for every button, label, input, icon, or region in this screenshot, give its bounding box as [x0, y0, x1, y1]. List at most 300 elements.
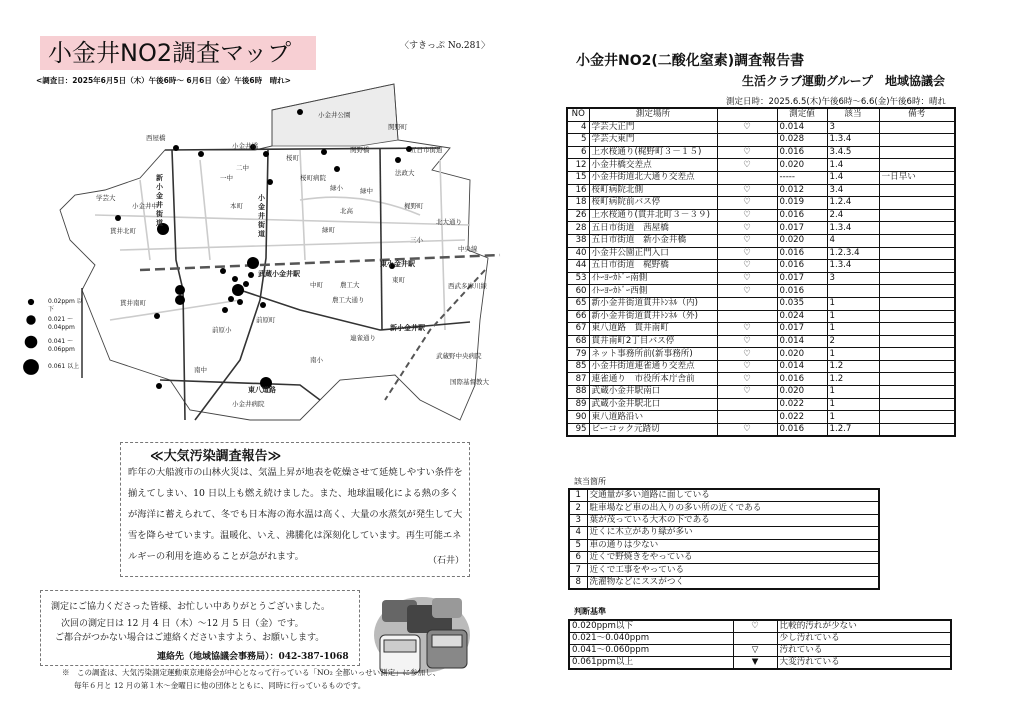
measured-value: 0.017: [777, 272, 827, 285]
map-label: 貫井南町: [120, 299, 146, 307]
location: 小金井橋交差点: [589, 159, 717, 172]
contact-phone: 連絡先（地域協議会事務局）：042-387-1068: [157, 652, 349, 662]
rating-mark: ♡: [717, 121, 777, 134]
location: 東八道路 貫井南町: [589, 323, 717, 336]
map-label-char: 道: [258, 230, 265, 238]
map-label: 小金井橋: [232, 142, 258, 150]
location: 桜町病院前バス停: [589, 197, 717, 210]
rating-mark: [717, 398, 777, 411]
thanks-line: 測定にご協力くださった皆様、お忙しい中ありがとうございました。: [51, 602, 331, 612]
table-row: [567, 348, 955, 361]
footnote: [62, 666, 440, 692]
results-table: [566, 107, 956, 437]
map-label: 東小金井駅: [380, 260, 415, 268]
legend-label: 0.041 ～ 0.06ppm: [48, 338, 75, 353]
report-title: 小金井NO2(二酸化窒素)調査報告書: [576, 53, 805, 69]
applicable-criteria: [827, 285, 879, 298]
measured-value: 0.017: [777, 222, 827, 235]
table-row: [567, 423, 955, 436]
footnote-line-1: ※ この調査は、大気汚染測定運動東京連絡会が中心となって行っている「NO₂ 全都いっせい測定」に参加し、: [62, 668, 441, 677]
measured-value: 0.016: [777, 146, 827, 159]
table-row: [567, 310, 955, 323]
criteria-text: 交通量が多い道路に面している: [587, 489, 879, 502]
rating-mark: ▽: [733, 645, 777, 657]
table-row: [567, 121, 955, 134]
rating-mark: [717, 297, 777, 310]
map-label: 連雀通り: [350, 334, 376, 342]
remarks: [879, 386, 955, 399]
row-no: 12: [567, 159, 589, 172]
measurement-dot: [297, 109, 303, 115]
applicable-criteria: 4: [827, 234, 879, 247]
measurement-dot: [156, 383, 162, 389]
remarks: [879, 360, 955, 373]
map-label: 桜町: [286, 154, 299, 162]
rating-mark: ♡: [717, 272, 777, 285]
map-label: 北高: [340, 207, 353, 215]
criteria-no: 7: [569, 564, 587, 576]
table-row: [567, 323, 955, 336]
criteria-no: 2: [569, 502, 587, 514]
rating-mark: ♡: [717, 209, 777, 222]
survey-map: [0, 0, 512, 440]
map-label: 緑中: [360, 187, 373, 195]
ppm-range: 0.020ppm以下: [569, 620, 733, 633]
measured-value: 0.020: [777, 234, 827, 247]
measurement-dot: [115, 215, 121, 221]
row-no: 60: [567, 285, 589, 298]
applicable-criteria: 3: [827, 121, 879, 134]
table-row: [567, 159, 955, 172]
measurement-dot: [248, 272, 254, 278]
map-label-char: 井: [258, 212, 265, 220]
map-label: 三小: [410, 236, 423, 244]
map-title: 小金井NO2調査マップ: [40, 36, 316, 70]
survey-date: <調査日：2025年6月5日（木）午後6時～ 6月6日（金）午後6時 晴れ>: [36, 76, 291, 85]
row-no: 26: [567, 209, 589, 222]
rating-mark: ♡: [717, 197, 777, 210]
measured-value: 0.016: [777, 285, 827, 298]
table-row: [567, 234, 955, 247]
applicable-criteria: 1: [827, 323, 879, 336]
remarks: [879, 184, 955, 197]
map-label: 小金井中: [132, 202, 158, 210]
applicable-criteria: 1.2.7: [827, 423, 879, 436]
remarks: [879, 159, 955, 172]
criteria-row: [569, 514, 879, 526]
map-label: 武蔵野中央病院: [436, 352, 482, 360]
applicable-criteria: 1.2.4: [827, 197, 879, 210]
table-row: [567, 285, 955, 298]
location: 新小金井街道貫井ﾄﾝﾈﾙ（内): [589, 297, 717, 310]
report-heading: ≪大気汚染調査報告≫: [150, 449, 282, 464]
judgement-row: [569, 657, 951, 670]
rating-mark: [717, 310, 777, 323]
table-row: [567, 171, 955, 184]
measured-value: 0.022: [777, 411, 827, 424]
map-label: 学芸大: [96, 194, 116, 202]
table-row: [567, 260, 955, 273]
location: 新小金井街道貫井ﾄﾝﾈﾙ（外): [589, 310, 717, 323]
rating-mark: ♡: [717, 335, 777, 348]
footnote-line-2: 毎年６月と 12 月の第１木～金曜日に他の団体とともに、同時に行っているものです。: [74, 681, 366, 690]
location: 五日市街道 新小金井橋: [589, 234, 717, 247]
measurement-dot: [267, 179, 273, 185]
measured-value: 0.014: [777, 335, 827, 348]
judgement-table: [568, 619, 952, 670]
criteria-table: [568, 488, 880, 590]
location: 上水桜通り(貫井北町３－３９): [589, 209, 717, 222]
organization: 生活クラブ運動グループ 地域協議会: [742, 74, 946, 88]
map-label-char: 街: [156, 210, 163, 218]
remarks: [879, 234, 955, 247]
map-label-char: 金: [156, 192, 163, 200]
column-header: 測定場所: [589, 108, 717, 121]
applicable-criteria: 1: [827, 348, 879, 361]
judgement-row: [569, 620, 951, 633]
measurement-dot: [228, 296, 234, 302]
table-row: [567, 146, 955, 159]
measured-value: 0.016: [777, 423, 827, 436]
location: 小金井公園正門入口: [589, 247, 717, 260]
measured-value: 0.022: [777, 398, 827, 411]
applicable-criteria: 1.3.4: [827, 134, 879, 147]
applicable-criteria: 1.4: [827, 171, 879, 184]
row-no: 87: [567, 373, 589, 386]
map-label: 中央線: [458, 245, 478, 253]
thanks-box: [40, 590, 360, 666]
remarks: [879, 209, 955, 222]
row-no: 68: [567, 335, 589, 348]
rating-mark: ♡: [717, 373, 777, 386]
row-no: 15: [567, 171, 589, 184]
map-label: 北大通り: [436, 218, 462, 226]
criteria-row: [569, 551, 879, 563]
map-label: 中町: [310, 281, 323, 289]
column-header: [717, 108, 777, 121]
report-author: （石井）: [427, 556, 464, 566]
remarks: [879, 335, 955, 348]
measured-value: 0.016: [777, 247, 827, 260]
table-row: [567, 184, 955, 197]
remarks: [879, 398, 955, 411]
column-header: 該当: [827, 108, 879, 121]
measurement-dot: [247, 257, 259, 269]
applicable-criteria: 3.4: [827, 184, 879, 197]
rating-mark: [717, 411, 777, 424]
map-label: 農工大通り: [332, 296, 365, 304]
applicable-criteria: 2.4: [827, 209, 879, 222]
remarks: [879, 197, 955, 210]
measurement-dot: [175, 285, 185, 295]
rating-mark: ♡: [717, 386, 777, 399]
map-label: 法政大: [395, 169, 415, 177]
remarks: [879, 247, 955, 260]
map-label: 西屋橋: [146, 134, 166, 142]
legend-dot-icon: [28, 299, 34, 305]
applicable-criteria: 1: [827, 310, 879, 323]
location: 武蔵小金井駅南口: [589, 386, 717, 399]
row-no: 6: [567, 146, 589, 159]
map-label: 農工大: [340, 281, 360, 289]
map-label: 国際基督教大: [450, 378, 489, 386]
remarks: [879, 272, 955, 285]
criteria-row: [569, 489, 879, 502]
legend-label: 0.02ppm 以下: [48, 298, 83, 313]
location: 五日市街道 茜屋橋: [589, 222, 717, 235]
location: 学芸大正門: [589, 121, 717, 134]
rating-mark: ♡: [717, 247, 777, 260]
contact-request-line: ご都合がつかない場合はご連絡くださいますよう、お願いします。: [55, 633, 325, 643]
rating-mark: ▼: [733, 657, 777, 670]
legend-dot-icon: [23, 359, 39, 375]
map-label: 二中: [236, 164, 249, 172]
measured-value: 0.016: [777, 209, 827, 222]
measurement-dot: [395, 157, 401, 163]
measured-value: 0.012: [777, 184, 827, 197]
remarks: [879, 373, 955, 386]
map-label: 本町: [230, 202, 243, 210]
measurement-dot: [232, 276, 238, 282]
judgement-row: [569, 633, 951, 645]
row-no: 79: [567, 348, 589, 361]
row-no: 18: [567, 197, 589, 210]
chuo-line-railway: [140, 255, 500, 270]
measurement-dot: [263, 151, 269, 157]
table-row: [567, 297, 955, 310]
measurement-dot: [175, 295, 185, 305]
measured-value: 0.020: [777, 159, 827, 172]
remarks: [879, 285, 955, 298]
map-label: 貫井北町: [110, 227, 136, 235]
criteria-no: 4: [569, 527, 587, 539]
location: 連雀通り 市役所本庁舎前: [589, 373, 717, 386]
map-label: 関野橋: [350, 146, 370, 154]
measurement-dot: [232, 284, 244, 296]
applicable-criteria: 1.2.3.4: [827, 247, 879, 260]
applicable-criteria: 3: [827, 272, 879, 285]
measured-value: 0.017: [777, 323, 827, 336]
rating-mark: ♡: [717, 285, 777, 298]
criteria-text: 近くに木立があり緑が多い: [587, 527, 879, 539]
row-no: 66: [567, 310, 589, 323]
remarks: [879, 222, 955, 235]
table-row: [567, 222, 955, 235]
location: ｲﾄｰﾖｰｶﾄﾞｰ南側: [589, 272, 717, 285]
measured-value: 0.016: [777, 260, 827, 273]
row-no: 88: [567, 386, 589, 399]
map-legend-dots: [23, 299, 39, 375]
applicable-criteria: 1: [827, 297, 879, 310]
rating-description: 大変汚れている: [777, 657, 951, 670]
table-row: [567, 197, 955, 210]
location: ビーコック元踏切: [589, 423, 717, 436]
map-label: 南小: [310, 356, 323, 364]
location: 学芸大東門: [589, 134, 717, 147]
row-no: 90: [567, 411, 589, 424]
measured-value: 0.028: [777, 134, 827, 147]
criteria-row: [569, 527, 879, 539]
judgement-label: 判断基準: [574, 607, 606, 616]
row-no: 5: [567, 134, 589, 147]
row-no: 89: [567, 398, 589, 411]
map-label-char: 小: [258, 194, 265, 202]
remarks: [879, 297, 955, 310]
table-row: [567, 373, 955, 386]
next-date-line: 次回の測定日は 12 月 4 日（木）～12 月 5 日（金）です。: [61, 619, 304, 629]
applicable-criteria: 1.2: [827, 360, 879, 373]
rating-mark: ♡: [717, 146, 777, 159]
map-label: 一中: [220, 174, 233, 182]
rating-mark: ♡: [717, 184, 777, 197]
criteria-row: [569, 539, 879, 551]
measurement-dot: [173, 145, 179, 151]
column-header: 備考: [879, 108, 955, 121]
rating-mark: [717, 134, 777, 147]
applicable-criteria: 2: [827, 335, 879, 348]
location: 武蔵小金井駅北口: [589, 398, 717, 411]
applicable-criteria: 1.4: [827, 159, 879, 172]
measured-value: 0.014: [777, 121, 827, 134]
rating-mark: ♡: [733, 620, 777, 633]
table-row: [567, 134, 955, 147]
map-label: 五日市街道: [410, 146, 443, 154]
remarks: [879, 260, 955, 273]
location: 貫井南町2丁目バス停: [589, 335, 717, 348]
map-label-char: 新: [156, 174, 163, 182]
criteria-label: 該当箇所: [574, 477, 606, 486]
location: 五日市街道 梶野橋: [589, 260, 717, 273]
map-label: 桜町病院: [300, 174, 326, 182]
map-label: 緑町: [322, 226, 335, 234]
measurement-dot: [154, 313, 160, 319]
row-no: 67: [567, 323, 589, 336]
table-row: [567, 398, 955, 411]
rating-description: 比較的汚れが少ない: [777, 620, 951, 633]
applicable-criteria: 1: [827, 398, 879, 411]
measurement-dot: [237, 299, 243, 305]
row-no: 53: [567, 272, 589, 285]
map-label: 関野町: [388, 123, 408, 131]
row-no: 40: [567, 247, 589, 260]
location: 上水桜通り(梶野町３－１５): [589, 146, 717, 159]
criteria-text: 近くで工事をやっている: [587, 564, 879, 576]
map-label: 東八道路: [248, 386, 276, 394]
map-label: 前原町: [256, 316, 276, 324]
row-no: 85: [567, 360, 589, 373]
map-label-char: 井: [156, 201, 163, 209]
location: ｲﾄｰﾖｰｶﾄﾞｰ西側: [589, 285, 717, 298]
ppm-range: 0.061ppm以上: [569, 657, 733, 670]
measurement-datetime: 測定日時：2025.6.5(木)午後6時～6.6(金)午後6時：晴れ: [726, 97, 946, 107]
measured-value: 0.020: [777, 348, 827, 361]
judgement-row: [569, 645, 951, 657]
criteria-text: 近くで野焼きをやっている: [587, 551, 879, 563]
rating-mark: ♡: [717, 360, 777, 373]
criteria-no: 8: [569, 576, 587, 589]
row-no: 44: [567, 260, 589, 273]
criteria-no: 1: [569, 489, 587, 502]
rating-description: 少し汚れている: [777, 633, 951, 645]
criteria-text: 洗濯物などにススがつく: [587, 576, 879, 589]
map-label: 西武多摩川線: [448, 282, 487, 290]
map-label: 東町: [392, 276, 405, 284]
rating-mark: ♡: [717, 348, 777, 361]
remarks: [879, 134, 955, 147]
map-label: 小金井病院: [232, 400, 265, 408]
applicable-criteria: 1.3.4: [827, 222, 879, 235]
measurement-dot: [243, 281, 249, 287]
applicable-criteria: 1: [827, 386, 879, 399]
remarks: [879, 348, 955, 361]
map-label: 南中: [194, 366, 207, 374]
location: 桜町病院北側: [589, 184, 717, 197]
ppm-range: 0.041～0.060ppm: [569, 645, 733, 657]
criteria-text: 駐車場など車の出入りの多い所の近くである: [587, 502, 879, 514]
criteria-no: 5: [569, 539, 587, 551]
criteria-row: [569, 576, 879, 589]
rating-mark: [733, 633, 777, 645]
criteria-no: 3: [569, 514, 587, 526]
legend-dot-icon: [26, 315, 35, 324]
measured-value: 0.020: [777, 386, 827, 399]
table-row: [567, 386, 955, 399]
table-row: [567, 360, 955, 373]
applicable-criteria: 1: [827, 411, 879, 424]
measurement-dot: [260, 302, 266, 308]
rating-mark: ♡: [717, 323, 777, 336]
issue-number: 〈すきっぷ No.281〉: [400, 41, 491, 51]
map-label-char: 道: [156, 219, 163, 227]
row-no: 4: [567, 121, 589, 134]
row-no: 95: [567, 423, 589, 436]
column-header: NO: [567, 108, 589, 121]
remarks: [879, 411, 955, 424]
criteria-text: 葉が茂っている大木の下である: [587, 514, 879, 526]
table-row: [567, 247, 955, 260]
applicable-criteria: 1.3.4: [827, 260, 879, 273]
measured-value: 0.024: [777, 310, 827, 323]
measured-value: 0.019: [777, 197, 827, 210]
legend-label: 0.061 以上: [48, 363, 80, 370]
rating-mark: ♡: [717, 159, 777, 172]
map-label: 武蔵小金井駅: [258, 270, 300, 278]
measured-value: 0.014: [777, 360, 827, 373]
map-label: 梶野町: [404, 202, 424, 210]
legend-label: 0.021 ～ 0.04ppm: [48, 316, 75, 331]
rating-mark: ♡: [717, 222, 777, 235]
map-label: 前原小: [212, 326, 232, 334]
remarks: [879, 146, 955, 159]
map-label: 緑小: [330, 184, 343, 192]
location: 小金井街道北大通り交差点: [589, 171, 717, 184]
column-header: 測定値: [777, 108, 827, 121]
location: ネット事務所前(新事務所): [589, 348, 717, 361]
remarks: [879, 310, 955, 323]
rating-mark: [717, 171, 777, 184]
ppm-range: 0.021～0.040ppm: [569, 633, 733, 645]
row-no: 38: [567, 234, 589, 247]
criteria-no: 6: [569, 551, 587, 563]
criteria-text: 車の通りは少ない: [587, 539, 879, 551]
measured-value: -----: [777, 171, 827, 184]
criteria-row: [569, 502, 879, 514]
criteria-row: [569, 564, 879, 576]
rating-description: 汚れている: [777, 645, 951, 657]
measurement-dot: [198, 151, 204, 157]
table-row: [567, 272, 955, 285]
measurement-dot: [334, 166, 340, 172]
